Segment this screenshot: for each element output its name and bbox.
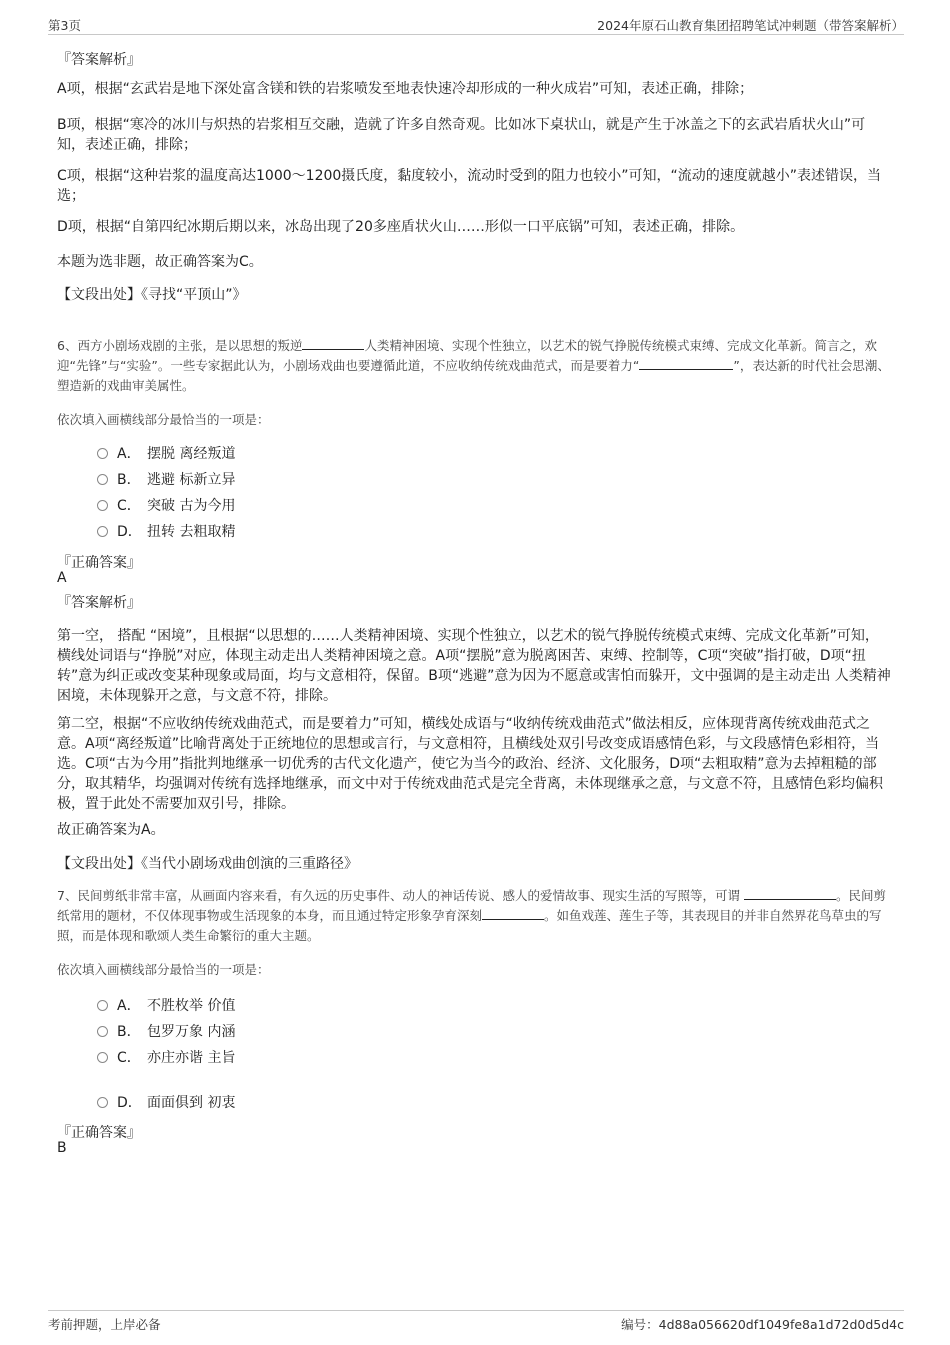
q7-stem-part2: 。民间剪纸常用的题材，不仅体现事物或生活现象的本身，而且通过特定形象孕育深刻 bbox=[57, 888, 886, 923]
q6-option-b[interactable] bbox=[97, 470, 235, 490]
document-id: 编号：4d88a056620df1049fe8a1d72d0d5d4c bbox=[621, 1317, 904, 1332]
radio-icon[interactable] bbox=[97, 500, 108, 511]
q6-option-c[interactable] bbox=[97, 496, 235, 516]
page-number: 第3页 bbox=[48, 18, 81, 33]
q5-conclusion: 本题为选非题，故正确答案为C。 bbox=[57, 254, 263, 270]
q6-source: 【文段出处】《当代小剧场戏曲创演的三重路径》 bbox=[57, 856, 358, 872]
q7-option-d[interactable] bbox=[97, 1093, 235, 1113]
radio-icon[interactable] bbox=[97, 1052, 108, 1063]
radio-icon[interactable] bbox=[97, 1000, 108, 1011]
q6-option-d-text: 扭转 去粗取精 bbox=[147, 524, 236, 540]
q6-stem-part3: ”，表达新的时代社会思潮、塑造新的戏曲审美属性。 bbox=[57, 358, 890, 393]
q5-analysis-d: D项，根据“自第四纪冰期后期以来，冰岛出现了20多座盾状火山……形似一口平底锅”可知，表述正确，排除。 bbox=[57, 219, 745, 235]
q7-option-b[interactable] bbox=[97, 1022, 235, 1042]
q7-option-b-letter: B． bbox=[117, 1024, 141, 1040]
radio-icon[interactable] bbox=[97, 526, 108, 537]
q6-conclusion: 故正确答案为A。 bbox=[57, 822, 165, 838]
radio-icon[interactable] bbox=[97, 1097, 108, 1108]
q7-answer: B bbox=[57, 1140, 67, 1156]
q6-analysis-p2: 第二空，根据“不应收纳传统戏曲范式，而是要着力”可知，横线处成语与“收纳传统戏曲范式”做法相反，应体现背离传统戏曲范式之意。A项“离经叛道”比喻背离处于正统地位的思想或言行，与文意相符，且横线处双引号改变成语感情色彩，与文段感情色彩相符，当选。C项“古为今用”指批判地继承一切优秀的古代文化遗产，使它为当今的政治、经济、文化服务，D项“去粗取精”意为去掉粗糙的部分，取其精华，均强调对传统有选择地继承，而文中对于传统戏曲范式是完全背离，未体现继承之意，与文意不符，且感情色彩均偏积极，置于此处不需要加双引号，排除。 bbox=[57, 716, 883, 812]
q6-option-d-letter: D． bbox=[117, 524, 142, 540]
q7-answer-tag: 『正确答案』 bbox=[57, 1125, 141, 1141]
q7-prompt: 依次填入画横线部分最恰当的一项是： bbox=[57, 962, 270, 977]
q7-option-c-text: 亦庄亦谐 主旨 bbox=[147, 1050, 236, 1066]
q6-analysis-p1: 第一空， 搭配 “困境”，且根据“以思想的……人类精神困境、实现个性独立，以艺术的锐气挣脱传统模式束缚、完成文化革新”可知， 横线处词语与“挣脱”对应，体现主动走出人类精神困境之意。A项“摆脱”意为脱离困苦、束缚、控制等，C项“突破”指打破，D项“扭转”意为纠正或改变某种现象或局面，均与文意相符，保留。B项“逃避”意为因为不愿意或害怕而躲开，文中强调的是主动走出 人类精神 困境，未体现躲开之意，与文意不符，排除。 bbox=[57, 628, 891, 704]
q6-prompt: 依次填入画横线部分最恰当的一项是： bbox=[57, 412, 270, 427]
q5-analysis-b: B项，根据“寒冷的冰川与炽热的岩浆相互交融，造就了许多自然奇观。比如冰下桌状山，就是产生于冰盖之下的玄武岩盾状火山”可知，表述正确，排除； bbox=[57, 117, 866, 153]
radio-icon[interactable] bbox=[97, 448, 108, 459]
q7-option-c[interactable] bbox=[97, 1048, 235, 1068]
q6-option-b-letter: B． bbox=[117, 472, 141, 488]
q5-analysis-a: A项，根据“玄武岩是地下深处富含镁和铁的岩浆喷发至地表快速冷却形成的一种火成岩”可知，表述正确，排除； bbox=[57, 81, 754, 97]
q6-option-c-letter: C． bbox=[117, 498, 141, 514]
q6-option-b-text: 逃避 标新立异 bbox=[147, 472, 236, 488]
q6-blank-1 bbox=[302, 337, 364, 350]
q7-stem-part1: 7、民间剪纸非常丰富，从画面内容来看，有久远的历史事件、动人的神话传说、感人的爱情故事、现实生活的写照等，可谓 bbox=[57, 888, 740, 903]
footer-slogan: 考前押题，上岸必备 bbox=[48, 1317, 161, 1332]
q6-option-c-text: 突破 古为今用 bbox=[147, 498, 236, 514]
q6-answer-tag: 『正确答案』 bbox=[57, 555, 141, 571]
q7-blank-2 bbox=[482, 907, 544, 920]
q6-option-a[interactable] bbox=[97, 444, 235, 464]
document-title: 2024年原石山教育集团招聘笔试冲刺题（带答案解析） bbox=[597, 18, 904, 33]
q7-option-d-letter: D． bbox=[117, 1095, 142, 1111]
q7-blank-1 bbox=[744, 887, 836, 900]
q7-option-b-text: 包罗万象 内涵 bbox=[147, 1024, 236, 1040]
q6-stem-part2: 人类精神困境、实现个性独立，以艺术的锐气挣脱传统模式束缚、完成文化革新。简言之，欢迎“先锋”与“实验”。一些专家据此认为，小剧场戏曲也要遵循此道，不应收纳传统戏曲范式，而是要着力“ bbox=[57, 338, 877, 373]
q6-stem-part1: 6、西方小剧场戏剧的主张，是以思想的叛逆 bbox=[57, 338, 303, 353]
q7-option-a[interactable] bbox=[97, 996, 235, 1016]
q6-option-d[interactable] bbox=[97, 522, 235, 542]
radio-icon[interactable] bbox=[97, 474, 108, 485]
q7-stem bbox=[57, 886, 893, 946]
q7-option-c-letter: C． bbox=[117, 1050, 141, 1066]
q7-option-d-text: 面面俱到 初衷 bbox=[147, 1095, 236, 1111]
q7-option-a-text: 不胜枚举 价值 bbox=[147, 998, 236, 1014]
q6-option-a-letter: A． bbox=[117, 446, 141, 462]
q5-analysis-c: C项，根据“这种岩浆的温度高达1000～1200摄氏度，黏度较小，流动时受到的阻力也较小”可知，“流动的速度就越小”表述错误，当选； bbox=[57, 168, 882, 204]
q6-blank-2 bbox=[639, 357, 733, 370]
q6-analysis-tag: 『答案解析』 bbox=[57, 595, 141, 611]
page-header bbox=[48, 14, 904, 35]
q5-analysis-tag: 『答案解析』 bbox=[57, 52, 141, 68]
q6-stem bbox=[57, 336, 893, 396]
radio-icon[interactable] bbox=[97, 1026, 108, 1037]
q7-stem-part3: 。如鱼戏莲、莲生子等，其表现目的并非自然界花鸟草虫的写照，而是体现和歌颂人类生命繁衍的重大主题。 bbox=[57, 908, 882, 943]
q7-option-a-letter: A． bbox=[117, 998, 141, 1014]
q5-source: 【文段出处】《寻找“平顶山”》 bbox=[57, 287, 247, 303]
page-footer bbox=[48, 1310, 904, 1335]
q6-answer: A bbox=[57, 570, 67, 586]
q6-option-a-text: 摆脱 离经叛道 bbox=[147, 446, 236, 462]
